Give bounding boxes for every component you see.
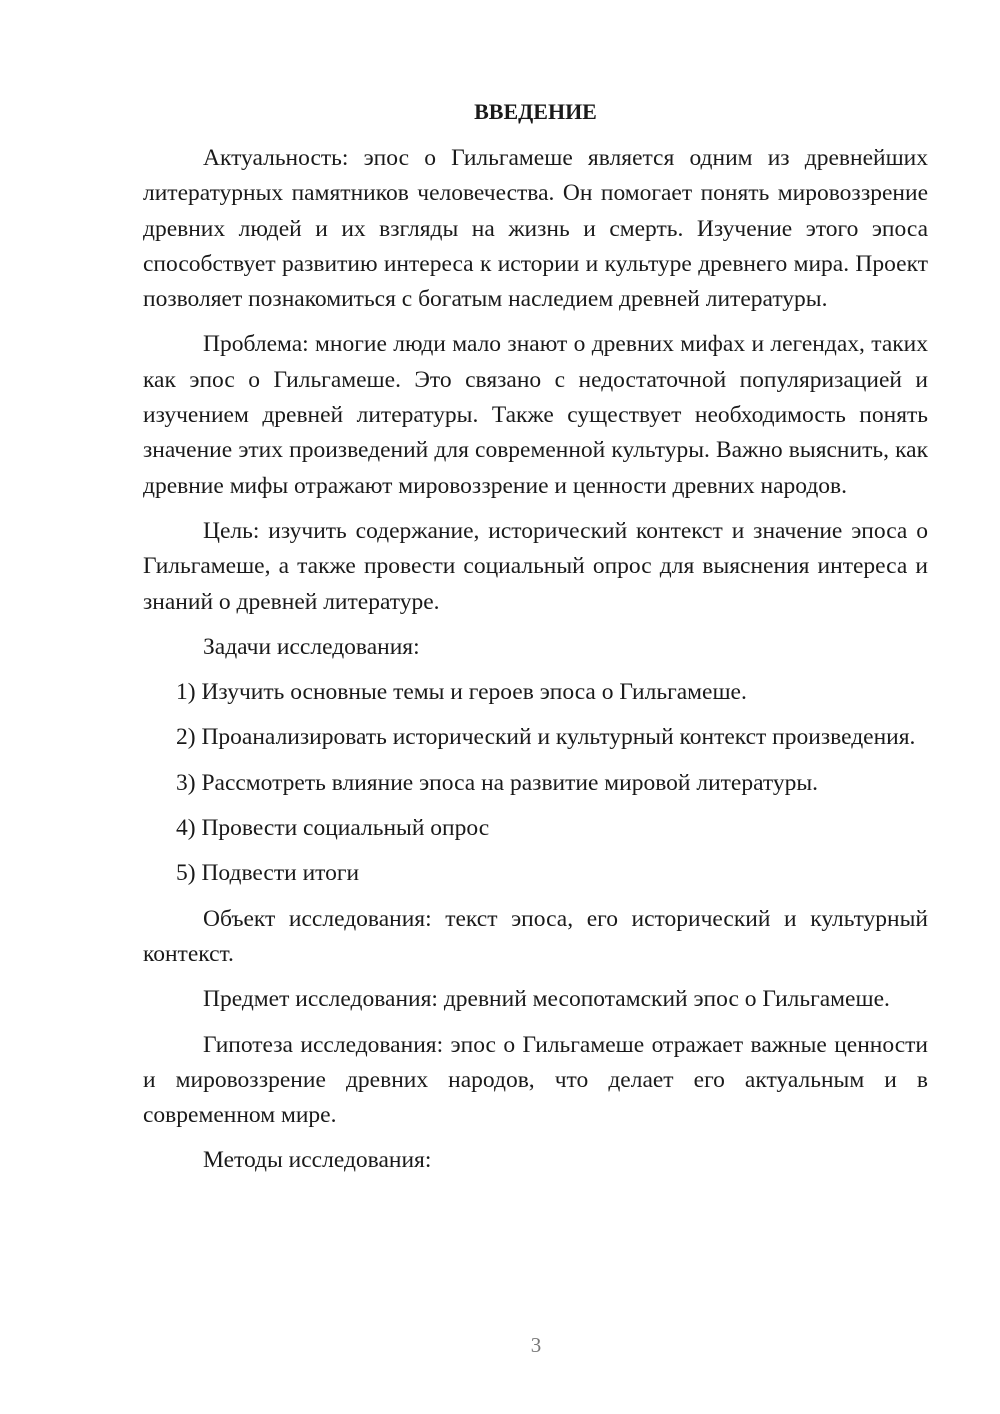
document-body — [143, 94, 928, 1189]
task-item-2: 2) Проанализировать исторический и культурный контекст произведения. — [176, 724, 916, 751]
task-item-1: 1) Изучить основные темы и героев эпоса о Гильгамеше. — [176, 679, 747, 706]
tasks-heading: Задачи исследования: — [203, 633, 420, 660]
subject-paragraph: Предмет исследования: древний месопотамский эпос о Гильгамеше. — [203, 986, 890, 1013]
relevance-paragraph: Актуальность: эпос о Гильгамеше является одним из древнейших литературных памятников человечества. Он помогает понять мировоззрение древних людей и их взгляды на жизнь и смерть. Изучение этого эпоса способствует развитию интереса к истории и культуре древнего мира. Проект позволяет познакомиться с богатым наследием древней литературы. — [143, 145, 928, 313]
section-title: ВВЕДЕНИЕ — [474, 99, 597, 124]
methods-heading: Методы исследования: — [203, 1147, 432, 1174]
page-number: 3 — [530, 1333, 542, 1357]
problem-paragraph: Проблема: многие люди мало знают о древних мифах и легендах, таких как эпос о Гильгамеше. Это связано с недостаточной популяризацией и изучением древней литературы. Также существует необходимость понять значение этих произведений для современной культуры. Важно выяснить, как древние мифы отражают мировоззрение и ценности древних народов. — [143, 331, 928, 499]
goal-paragraph: Цель: изучить содержание, исторический контекст и значение эпоса о Гильгамеше, а также провести социальный опрос для выяснения интереса и знаний о древней литературе. — [143, 517, 928, 615]
object-paragraph: Объект исследования: текст эпоса, его исторический и культурный контекст. — [143, 905, 928, 967]
task-item-4: 4) Провести социальный опрос — [176, 815, 490, 842]
task-item-5: 5) Подвести итоги — [176, 860, 360, 887]
hypothesis-paragraph: Гипотеза исследования: эпос о Гильгамеше отражает важные ценности и мировоззрение древних народов, что делает его актуальным и в современном мире. — [143, 1031, 928, 1129]
task-item-3: 3) Рассмотреть влияние эпоса на развитие мировой литературы. — [176, 769, 819, 796]
